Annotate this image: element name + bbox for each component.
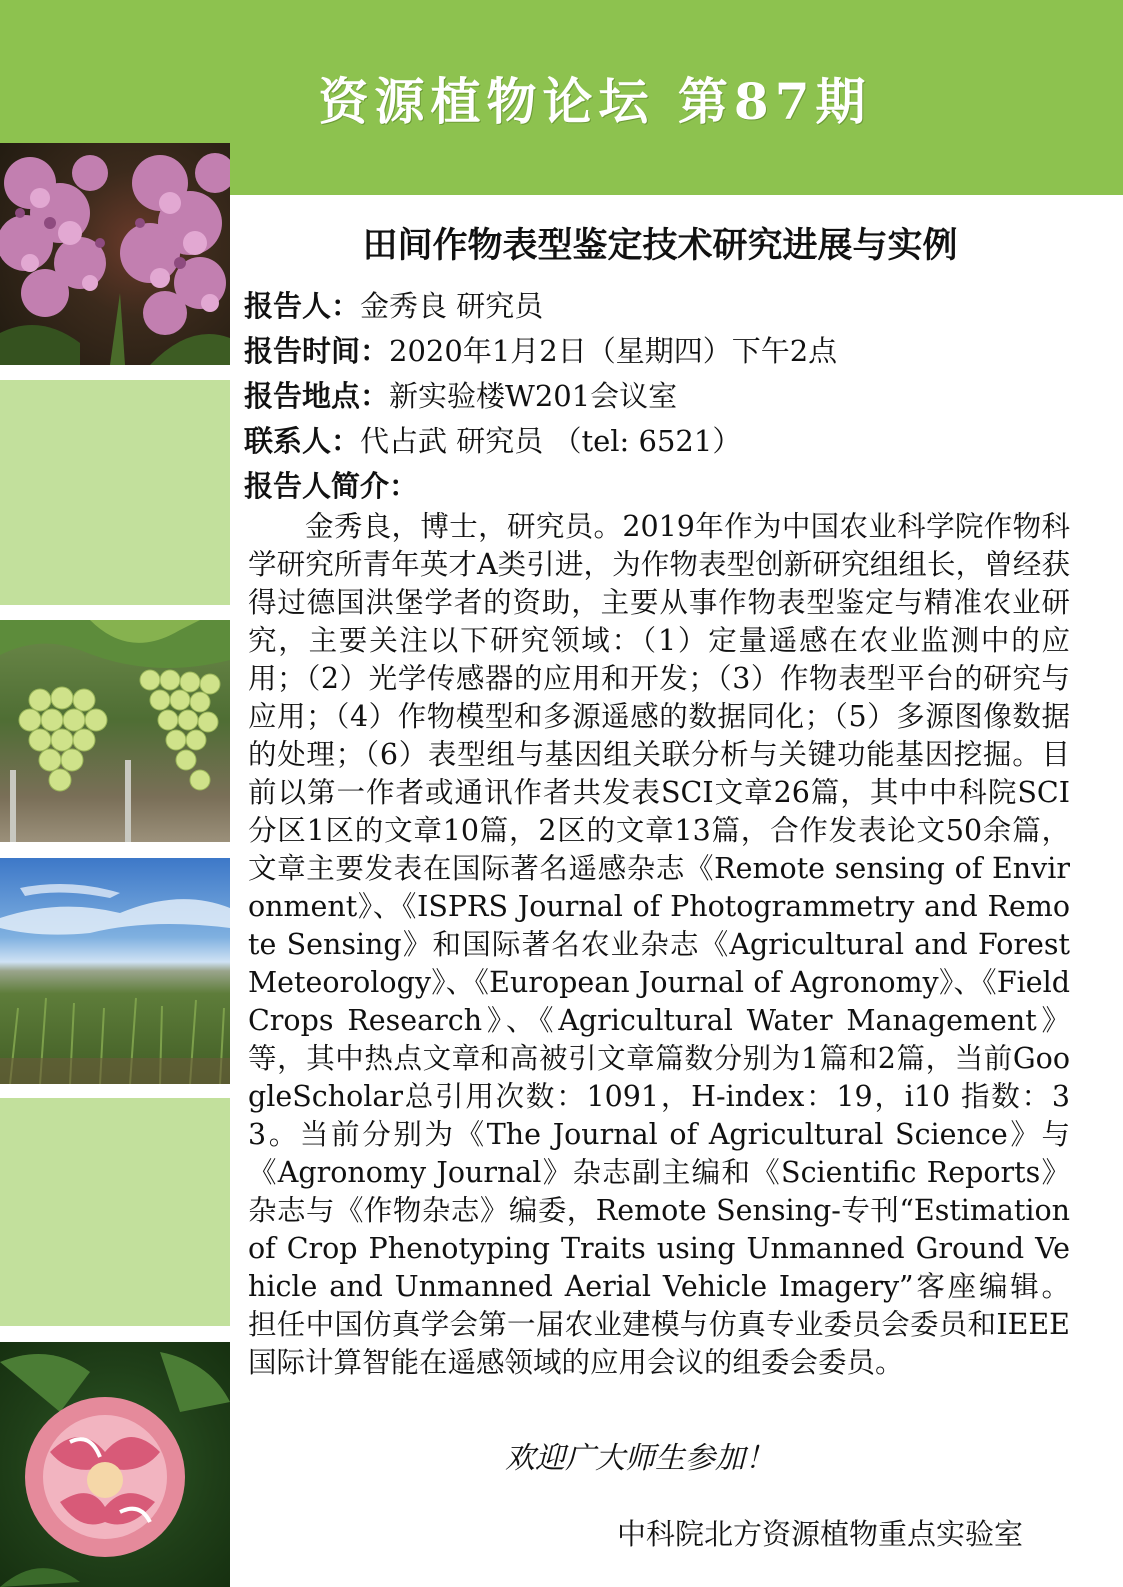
lilac-photo bbox=[0, 143, 230, 365]
report-info bbox=[244, 284, 1074, 509]
time-label: 报告时间： bbox=[244, 334, 390, 368]
field-photo bbox=[0, 858, 230, 1084]
welcome-message: 欢迎广大师生参加！ bbox=[505, 1441, 775, 1476]
location-value: 新实验楼W201会议室 bbox=[389, 379, 678, 413]
bio-label: 报告人简介： bbox=[244, 469, 419, 503]
contact-value: 代占武 研究员 （tel: 6521） bbox=[360, 424, 742, 458]
location-label: 报告地点： bbox=[244, 379, 390, 413]
grapes-photo bbox=[0, 620, 230, 842]
report-title: 田间作物表型鉴定技术研究进展与实例 bbox=[362, 226, 958, 266]
organizer-name: 中科院北方资源植物重点实验室 bbox=[616, 1517, 1023, 1551]
green-block-2 bbox=[0, 1098, 230, 1326]
speaker-bio: 金秀良，博士，研究员。2019年作为中国农业科学院作物科学研究所青年英才A类引进，为作物表型创新研究组组长，曾经获得过德国洪堡学者的资助，主要从事作物表型鉴定与精准农业研究，主要关注以下研究领域：（1）定量遥感在农业监测中的应用；（2）光学传感器的应用和开发；（3）作物表型平台的研究与应用；（4）作物模型和多源遥感的数据同化；（5）多源图像数据的处理；（6）表型组与基因组关联分析与关键功能基因挖掘。目前以第一作者或通讯作者共发表SCI文章26篇，其中中科院SCI分区1区的文章10篇，2区的文章13篇，合作发表论文50余篇，文章主要发表在国际著名遥感杂志《Remote sensing of Environment》、《ISPRS Journal of Photogrammetry and Remote Sensing》和国际著名农业杂志《Agricultural and Forest Meteorology》、《European Journal of Agronomy》、《Field Crops Research》、《Agricultural Water Management》等，其中热点文章和高被引文章篇数分别为1篇和2篇，当前GoogleScholar总引用次数：1091，H-index：19，i10 指数：33。当前分别为《The Journal of Agricultural Science》与《Agronomy Journal》杂志副主编和《Scientific Reports》杂志与《作物杂志》编委，Remote Sensing-专刊“Estimation of Crop Phenotyping Traits using Unmanned Ground Vehicle and Unmanned Aerial Vehicle Imagery”客座编辑。担任中国仿真学会第一届农业建模与仿真专业委员会委员和IEEE国际计算智能在遥感领域的应用会议的组委会委员。 bbox=[248, 510, 1070, 1379]
time-value: 2020年1月2日（星期四）下午2点 bbox=[389, 334, 838, 368]
location-row bbox=[244, 374, 1074, 419]
contact-row bbox=[244, 419, 1074, 464]
bio-heading-row bbox=[244, 464, 1074, 509]
peony-photo bbox=[0, 1342, 230, 1587]
forum-title: 资源植物论坛 第87期 bbox=[318, 72, 872, 131]
speaker-label: 报告人： bbox=[244, 289, 361, 323]
time-row bbox=[244, 329, 1074, 374]
green-block-1 bbox=[0, 380, 230, 605]
contact-label: 联系人： bbox=[244, 424, 361, 458]
speaker-value: 金秀良 研究员 bbox=[360, 289, 544, 323]
speaker-row bbox=[244, 284, 1074, 329]
